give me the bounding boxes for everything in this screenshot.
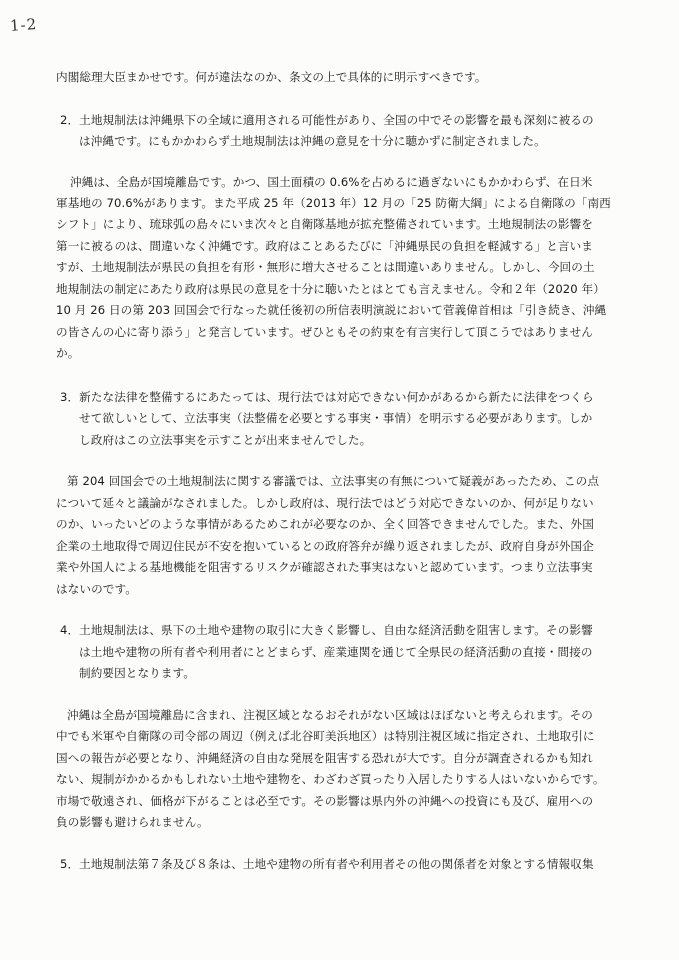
text-line: 5．土地規制法第７条及び８条は、土地や建物の所有者や利用者その他の関係者を対象とする情報収集	[60, 857, 594, 871]
page-number-handwritten: 1-2	[9, 15, 38, 35]
text-line: 3．新たな法律を整備するにあたっては、現行法では対応できない何かがあるから新たに法律をつくら	[60, 390, 594, 404]
text-line: はないのです。	[56, 582, 137, 596]
text-line: 第 204 回国会での土地規制法に関する審議では、立法事実の有無について疑義があったため、この点	[67, 474, 600, 488]
text-line: 沖縄は全島が国境離島に含まれ、注視区域となるおそれがない区域はほぼないと考えられます。その	[67, 708, 593, 722]
text-line: すが、土地規制法が県民の負担を有形・無形に増大させることは間違いありません。しかし、今回の土	[56, 260, 595, 274]
text-line: 国への報告が必要となり、沖縄経済の自由な発展を阻害する恐れが大です。自分が調査されるかも知れ	[56, 751, 593, 765]
text-line: 10 月 26 日の第 203 回国会で行なった就任後初の所信表明演説において菅義偉首相は「引き続き、沖縄	[56, 303, 607, 317]
text-line: 軍基地の 70.6%があります。また平成 25 年（2013 年）12 月の「25 防衛大綱」による自衛隊の「南西	[56, 196, 611, 210]
text-line: 中でも米軍や自衛隊の司令部の周辺（例えば北谷町美浜地区）は特別注視区域に指定され、土地取引に	[56, 729, 595, 743]
text-line: の皆さんの心に寄り添う」と発言しています。ぜひともその約束を有言実行して頂こうではありません	[56, 325, 593, 339]
text-line: 第一に被るのは、間違いなく沖縄です。政府はことあるたびに「沖縄県民の負担を軽減する」と言いま	[56, 239, 593, 253]
text-line: について延々と議論がなされました。しかし政府は、現行法ではどう対応できないのか、何が足りない	[56, 496, 594, 510]
text-line: 内閣総理大臣まかせです。何が違法なのか、条文の上で具体的に明示すべきです。	[56, 70, 487, 84]
text-line: し政府はこの立法事実を示すことが出来ませんでした。	[79, 433, 372, 447]
text-line: 制約要因となります。	[79, 666, 196, 680]
text-line: 企業の土地取得で周辺住民が不安を抱いているとの政府答弁が繰り返されましたが、政府自身が外国企	[56, 539, 594, 553]
text-line: 4．土地規制法は、県下の土地や建物の取引に大きく影響し、自由な経済活動を阻害します。その影響	[60, 623, 593, 637]
text-line: 地規制法の制定にあたり政府は県民の意見を十分に聴いたとはとても言えません。令和２年（2020 年）	[56, 282, 605, 296]
text-line: シフト」により、琉球弧の島々にいま次々と自衛隊基地が拡充整備されています。土地規制法の影響を	[56, 217, 593, 231]
text-line: は沖縄です。にもかかわらず土地規制法は沖縄の意見を十分に聴かずに制定されました。	[79, 134, 546, 148]
text-line: か。	[56, 346, 80, 360]
text-line: 沖縄は、全島が国境離島です。かつ、国土面積の 0.6%を占めるに過ぎないにもかかわらず、在日米	[70, 175, 593, 189]
text-line: せて欲しいとして、立法事実（法整備を必要とする事実・事情）を明示する必要があります。しか	[79, 411, 593, 425]
text-line: ない、規制がかかるかもしれない土地や建物を、わざわざ買ったり入居したりする人はいないからです。	[56, 772, 605, 786]
text-line: 2．土地規制法は沖縄県下の全域に適用される可能性があり、全国の中でその影響を最も深刻に被るの	[60, 113, 594, 127]
text-line: 市場で敬遠され、価格が下がることは必至です。その影響は県内外の沖縄への投資にも及び、雇用への	[56, 794, 594, 808]
text-line: 負の影響も避けられません。	[56, 815, 209, 829]
text-line: のか、いったいどのような事情があるためこれが必要なのか、全く回答できませんでした。また、外国	[56, 517, 594, 531]
text-line: 業や外国人による基地機能を阻害するリスクが確認された事実はないと認めています。つまり立法事実	[56, 560, 593, 574]
text-line: は土地や建物の所有者や利用者にとどまらず、産業連関を通じて全県民の経済活動の直接・間接の	[79, 645, 593, 659]
